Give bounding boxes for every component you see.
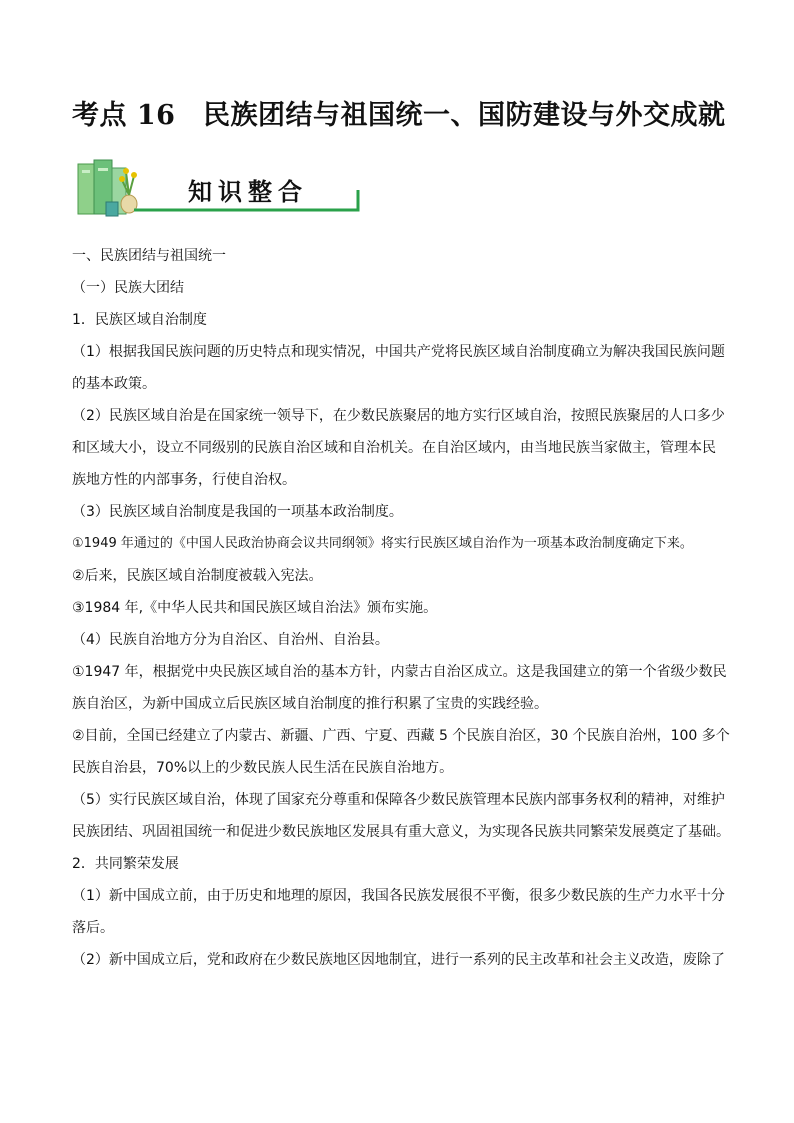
paragraph-line: 族地方性的内部事务，行使自治权。: [72, 472, 296, 488]
paragraph-line: 落后。: [72, 920, 114, 936]
paragraph-line: ①1947 年，根据党中央民族区域自治的基本方针，内蒙古自治区成立。这是我国建立的第一个省级少数民: [72, 664, 727, 680]
paragraph-line: 民族团结、巩固祖国统一和促进少数民族地区发展具有重大意义，为实现各民族共同繁荣发展奠定了基础。: [72, 824, 730, 840]
heading-3: 2．共同繁荣发展: [72, 856, 179, 872]
banner-label: 知识整合: [188, 177, 308, 206]
heading-1: 一、民族团结与祖国统一: [72, 248, 226, 264]
paragraph-line: 的基本政策。: [72, 376, 156, 392]
paragraph-line: （1）新中国成立前，由于历史和地理的原因，我国各民族发展很不平衡，很多少数民族的生产力水平十分: [72, 888, 725, 904]
paragraph-line: （1）根据我国民族问题的历史特点和现实情况，中国共产党将民族区域自治制度确立为解决我国民族问题: [72, 344, 725, 360]
paragraph-line: （3）民族区域自治制度是我国的一项基本政治制度。: [72, 504, 403, 520]
paragraph-line: 和区域大小，设立不同级别的民族自治区域和自治机关。在自治区域内，由当地民族当家做主，管理本民: [72, 440, 716, 456]
paragraph-line: 族自治区，为新中国成立后民族区域自治制度的推行积累了宝贵的实践经验。: [72, 696, 548, 712]
paragraph-line: ①1949 年通过的《中国人民政治协商会议共同纲领》将实行民族区域自治作为一项基本政治制度确定下来。: [72, 536, 693, 551]
heading-2: （一）民族大团结: [72, 280, 184, 296]
page-title: 考点 16 民族团结与祖国统一、国防建设与外交成就: [72, 100, 726, 131]
paragraph-line: ②目前，全国已经建立了内蒙古、新疆、广西、宁夏、西藏 5 个民族自治区，30 个民族自治州，100 多个: [72, 728, 730, 744]
paragraph-line: ③1984 年,《中华人民共和国民族区域自治法》颁布实施。: [72, 600, 438, 616]
paragraph-line: （5）实行民族区域自治，体现了国家充分尊重和保障各少数民族管理本民族内部事务权利的精神，对维护: [72, 792, 725, 808]
paragraph-line: （4）民族自治地方分为自治区、自治州、自治县。: [72, 632, 389, 648]
paragraph-line: （2）新中国成立后，党和政府在少数民族地区因地制宜，进行一系列的民主改革和社会主义改造，废除了: [72, 952, 725, 968]
paragraph-line: ②后来，民族区域自治制度被载入宪法。: [72, 568, 323, 584]
heading-3: 1．民族区域自治制度: [72, 312, 207, 328]
section-banner: [74, 158, 364, 220]
paragraph-line: （2）民族区域自治是在国家统一领导下，在少数民族聚居的地方实行区域自治，按照民族聚居的人口多少: [72, 408, 725, 424]
document-body: [72, 240, 730, 976]
paragraph-line: 民族自治县，70%以上的少数民族人民生活在民族自治地方。: [72, 760, 454, 776]
